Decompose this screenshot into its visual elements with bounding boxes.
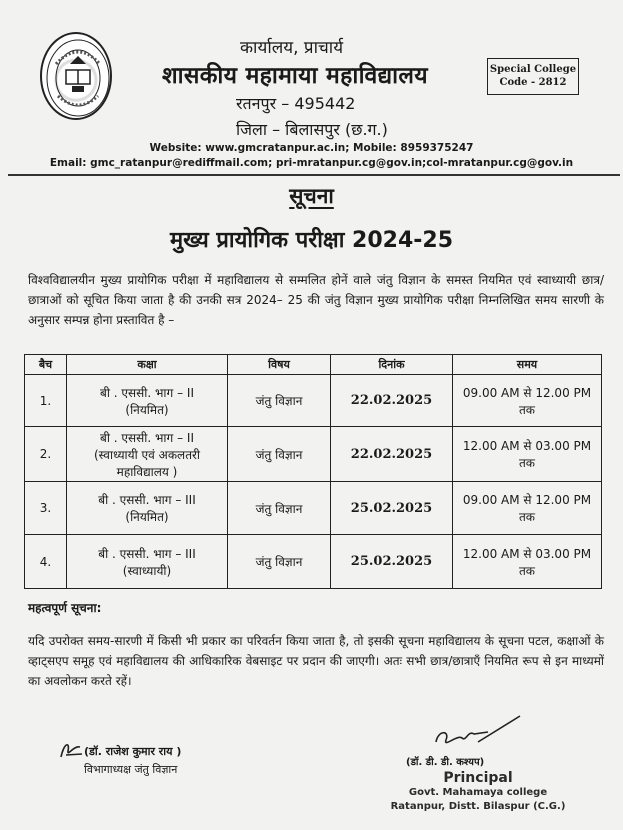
seal-line2: Ratanpur, Distt. Bilaspur (C.G.) <box>390 801 566 812</box>
batch-cell: 3. <box>25 482 67 535</box>
header-date: दिनांक <box>331 355 453 375</box>
class-line: बी . एससी. भाग – II <box>99 385 194 400</box>
header-divider <box>8 174 620 176</box>
college-logo <box>40 32 112 120</box>
class-line: (नियमित) <box>125 402 169 417</box>
important-heading: महत्वपूर्ण सूचना: <box>28 601 102 615</box>
date-cell: 25.02.2025 <box>331 482 453 535</box>
subject-cell: जंतु विज्ञान <box>228 535 331 589</box>
time-cell: 09.00 AM से 12.00 PM तक <box>453 375 602 427</box>
table-row <box>25 482 602 535</box>
time-cell: 12.00 AM से 03.00 PM तक <box>453 427 602 482</box>
class-line: (नियमित) <box>125 510 169 524</box>
college-emblem-icon <box>42 34 114 122</box>
code-line1: Special College <box>489 64 577 75</box>
principal-signature-mark <box>428 708 528 754</box>
table-row <box>25 427 602 482</box>
batch-cell: 1. <box>25 375 67 427</box>
date-cell: 25.02.2025 <box>331 535 453 589</box>
header-class: कक्षा <box>67 355 228 375</box>
date-cell: 22.02.2025 <box>331 375 453 427</box>
code-line2: Code - 2812 <box>499 77 567 88</box>
batch-cell: 4. <box>25 535 67 589</box>
class-line: बी . एससी. भाग – III <box>98 493 196 507</box>
notice-title: सूचना <box>289 184 334 208</box>
class-cell <box>67 375 228 427</box>
class-line: (स्वाध्यायी) <box>122 563 172 578</box>
table-row <box>25 535 602 589</box>
intro-paragraph: विश्वविद्यालयीन मुख्य प्रायोगिक परीक्षा में महाविद्यालय से सम्मलित होनें वाले जंतु विज्ञान के समस्त नियमित एवं स्वाध्यायी छात्र/ छात्राओं को सूचित किया जाता है की उनकी सत्र 2024– 25 की जंतु विज्ञान मुख्य प्रायोगिक परीक्षा निम्नलिखित समय सारणी के अनुसार सम्पन्न होना प्रस्तावित है – <box>28 273 604 327</box>
principal-name: (डॉ. डी. डी. कश्यप) <box>406 757 485 768</box>
email-line: Email: gmc_ratanpur@rediffmail.com; pri-mratanpur.cg@gov.in;col-mratanpur.cg@gov.in <box>49 157 574 169</box>
header-time: समय <box>453 355 602 375</box>
date-cell: 22.02.2025 <box>331 427 453 482</box>
office-label: कार्यालय, प्राचार्य <box>240 38 344 58</box>
college-code-box <box>487 58 579 95</box>
hod-signature-mark <box>58 737 86 763</box>
college-name: शासकीय महामाया महाविद्यालय <box>162 63 428 89</box>
principal-seal <box>380 770 576 814</box>
exam-title: मुख्य प्रायोगिक परीक्षा 2024-25 <box>169 228 454 253</box>
table-row <box>25 375 602 427</box>
subject-cell: जंतु विज्ञान <box>228 375 331 427</box>
class-line: बी . एससी. भाग – II <box>99 430 194 445</box>
subject-cell: जंतु विज्ञान <box>228 427 331 482</box>
college-district: जिला – बिलासपुर (छ.ग.) <box>236 120 388 139</box>
class-cell <box>67 482 228 535</box>
class-cell <box>67 535 228 589</box>
college-city: रतनपुर – 495442 <box>236 94 356 113</box>
class-line: (स्वाध्यायी एवं अकलतरी <box>93 447 201 462</box>
important-paragraph: यदि उपरोक्त समय-सारणी में किसी भी प्रकार का परिवर्तन किया जाता है, तो इसकी सूचना महाविद्यालय के सूचना पटल, कक्षाओं के व्हाट्सएप समूह एवं महाविद्यालय की आधिकारिक वेबसाइट पर प्रदान की जाएगी। अतः सभी छात्र/छात्राएँ नियमित रूप से इन माध्यमों का अवलोकन करते रहें। <box>28 634 604 688</box>
header-subject: विषय <box>228 355 331 375</box>
table-header-row <box>25 355 602 375</box>
hod-title: विभागाध्यक्ष जंतु विज्ञान <box>84 763 178 776</box>
time-cell: 12.00 AM से 03.00 PM तक <box>453 535 602 589</box>
website-line: Website: www.gmcratanpur.ac.in; Mobile: 8959375247 <box>149 142 474 154</box>
schedule-table <box>24 354 602 589</box>
class-line: महाविद्यालय ) <box>116 464 178 479</box>
seal-principal: Principal <box>443 770 513 786</box>
time-cell: 09.00 AM से 12.00 PM तक <box>453 482 602 535</box>
subject-cell: जंतु विज्ञान <box>228 482 331 535</box>
class-line: बी . एससी. भाग – III <box>98 546 196 561</box>
class-cell <box>67 427 228 482</box>
batch-cell: 2. <box>25 427 67 482</box>
hod-name: (डॉ. राजेश कुमार राय ) <box>84 745 182 758</box>
seal-line1: Govt. Mahamaya college <box>408 787 548 798</box>
header-batch: बैच <box>25 355 67 375</box>
